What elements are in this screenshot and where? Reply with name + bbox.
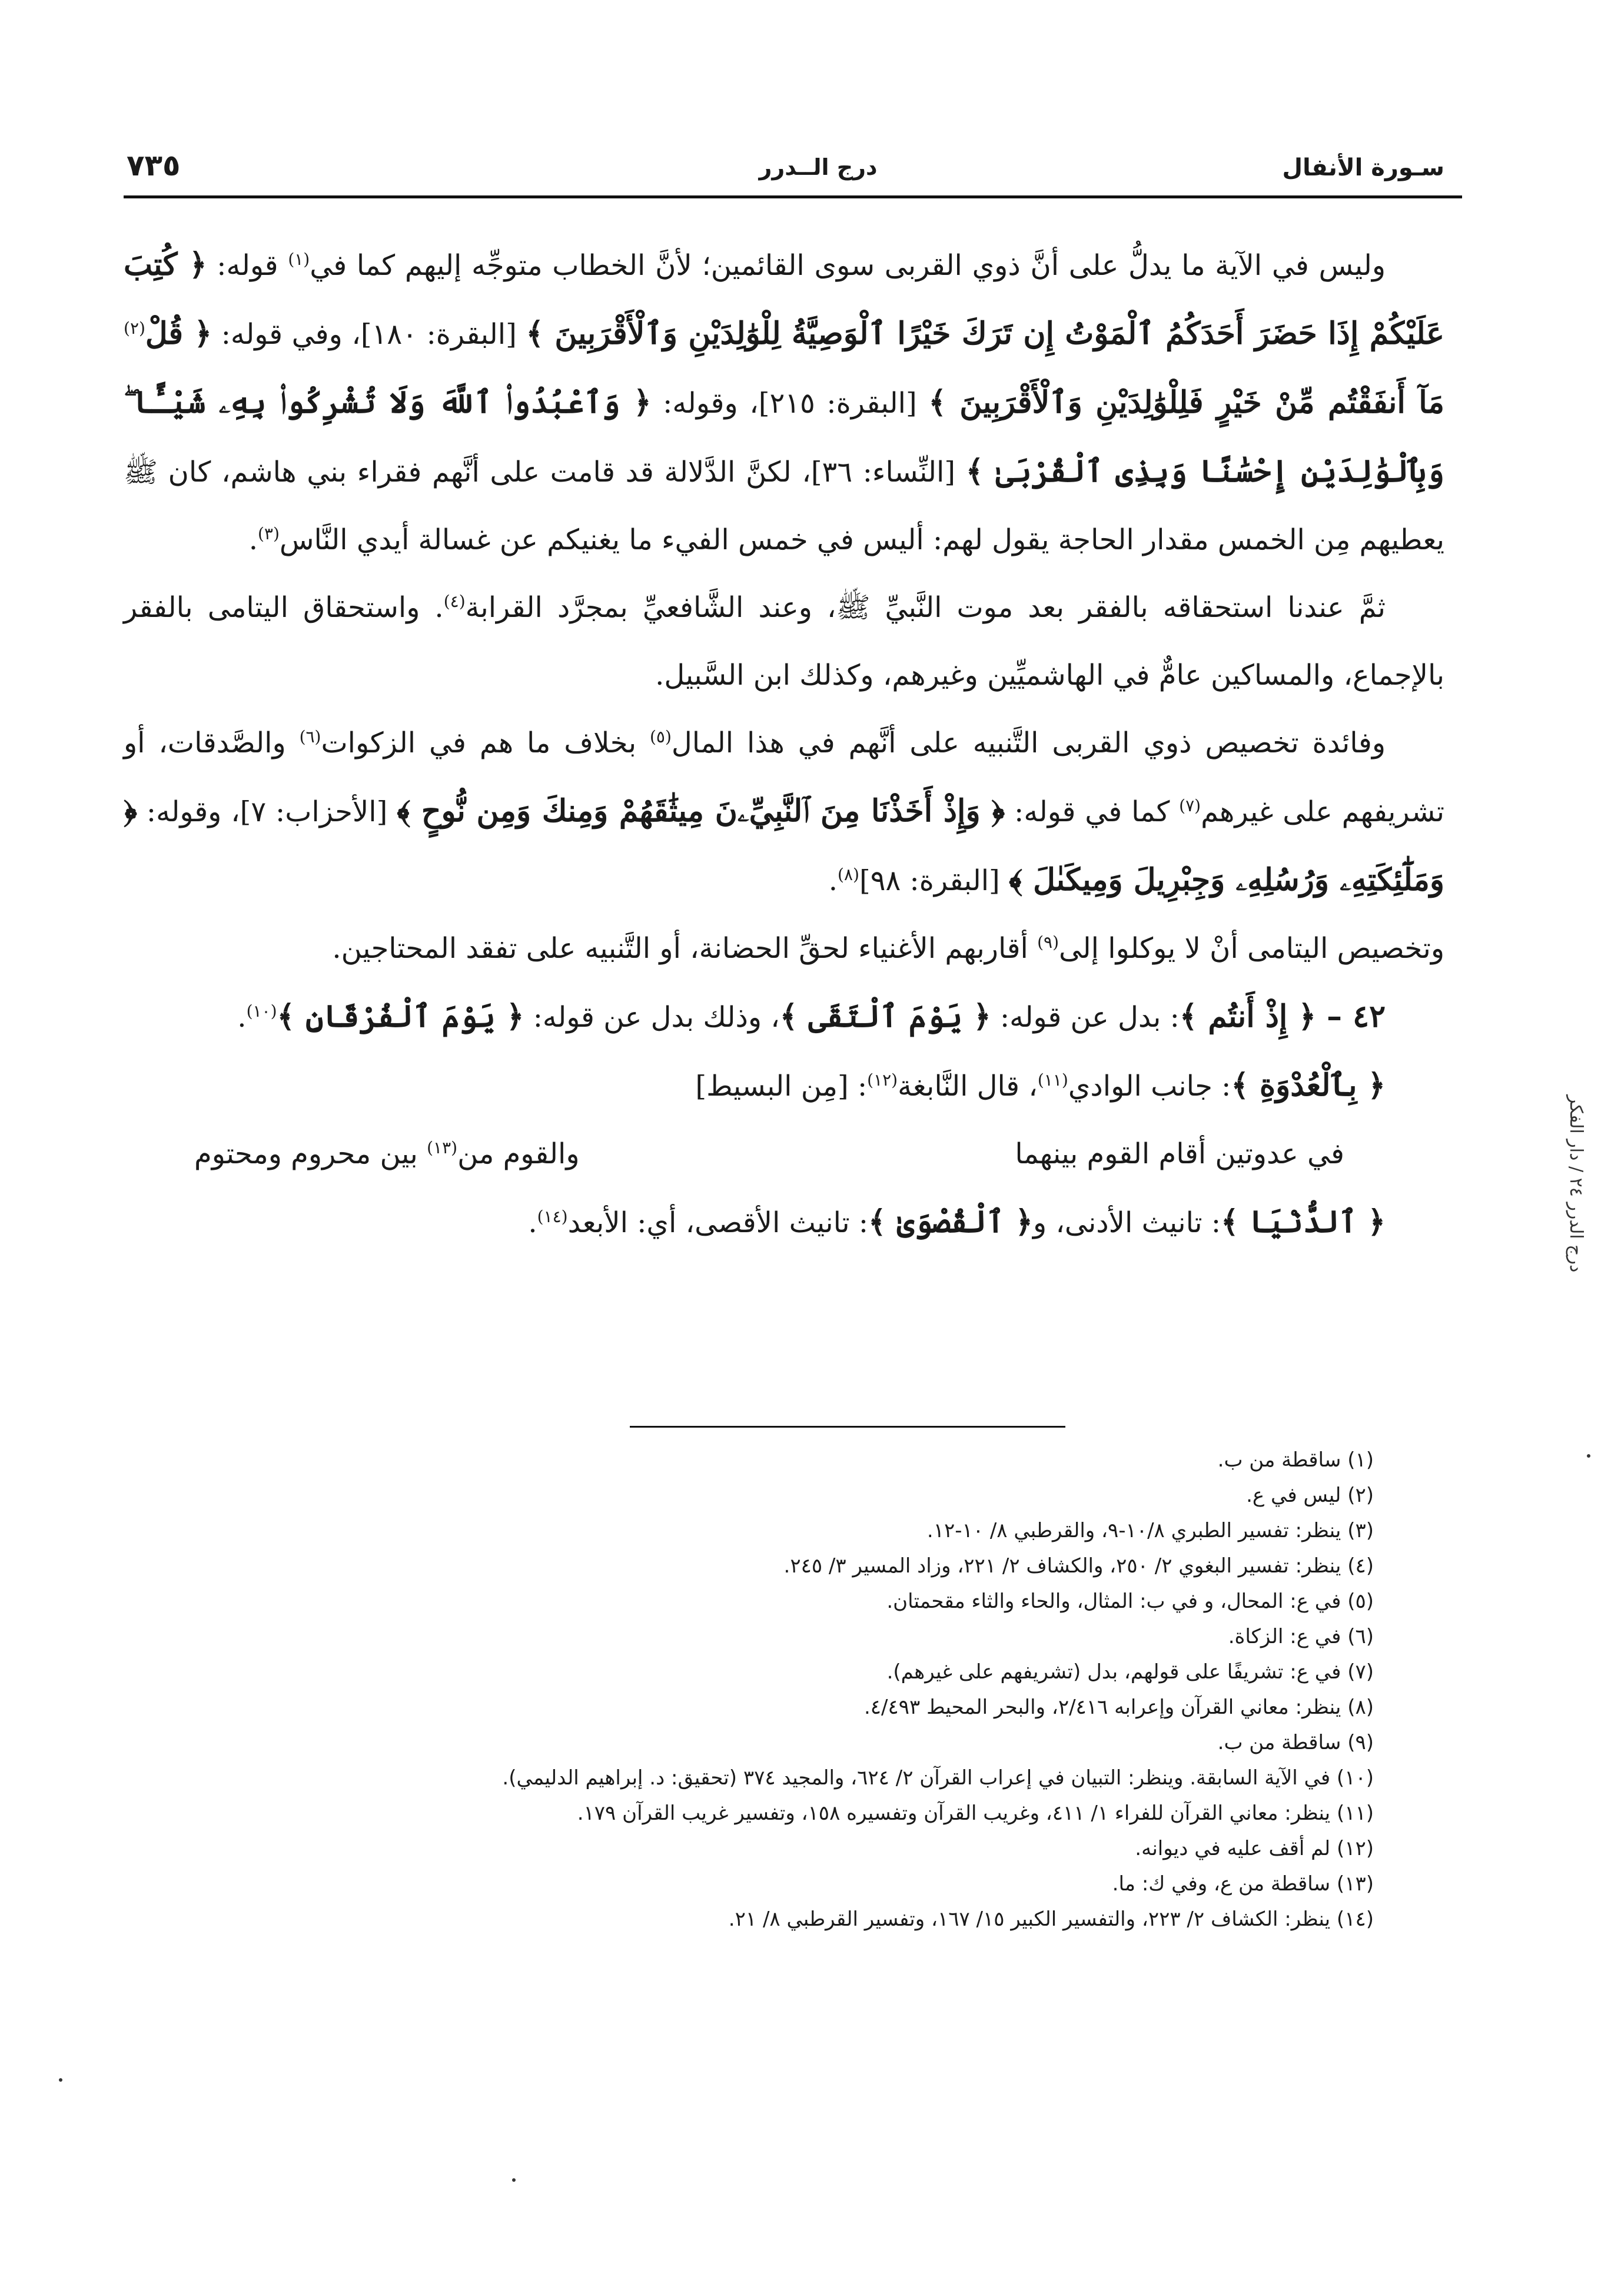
- footnote: (١١) ينظر: معاني القرآن للفراء ١/ ٤١١، وغريب القرآن وتفسيره ١٥٨، وتفسير غريب القرآن ١٧٩.: [577, 1801, 1374, 1825]
- scan-speck: [512, 2178, 516, 2182]
- text: .: [828, 864, 838, 897]
- text: : بدل عن قوله:: [991, 1001, 1180, 1034]
- scan-speck: [1587, 1454, 1590, 1458]
- footnote: (٧) في ع: تشريفًا على قولهم، بدل (تشريفهم على غيرهم).: [886, 1660, 1374, 1684]
- quran-verse: ﴿ كُتِبَ عَلَيْكُمْ إِذَا حَضَرَ أَحَدَكُمُ ٱلْمَوْتُ إِن تَرَكَ خَيْرًا ٱلْوَصِيَّةُ لِلْوَٰلِدَيْنِ وَٱلْأَقْرَبِينَ ﴾: [124, 247, 1444, 351]
- header-rule: [124, 195, 1462, 198]
- text: . واستحقاق اليتامى بالفقر بالإجماع، والمساكين عامٌّ في الهاشميِّين وغيرهم، وكذلك ابن السَّبيل.: [124, 591, 1444, 692]
- text: .: [248, 523, 258, 556]
- text: [البقرة: ٩٨]: [859, 864, 1009, 897]
- paragraph-7: [124, 1188, 1444, 1257]
- footnote-ref: (٦): [299, 727, 321, 746]
- text: : جانب الوادي: [1068, 1070, 1231, 1103]
- footnote-ref: (٩): [1037, 933, 1059, 952]
- running-header-book-title: درج الــدرر: [759, 154, 878, 180]
- paragraph-2: [124, 574, 1444, 709]
- paragraph-5: [124, 983, 1444, 1051]
- footnote-ref: (٥): [649, 727, 672, 746]
- text: : تانيث الأقصى، أي: الأبعد: [567, 1206, 869, 1239]
- verse-number: ٤٢ –: [1316, 998, 1386, 1034]
- footnote: (٨) ينظر: معاني القرآن وإعرابه ٢/٤١٦، والبحر المحيط ٤/٤٩٣.: [863, 1696, 1374, 1719]
- paragraph-4: [124, 915, 1444, 983]
- footnote: (٢) ليس في ع.: [1246, 1484, 1374, 1507]
- footnote-ref: (١): [288, 250, 310, 269]
- text: .: [237, 1001, 247, 1034]
- text: ثمَّ عندنا استحقاقه بالفقر بعد موت النَّبيِّ ﷺ، وعند الشَّافعيِّ بمجرَّد القرابة: [465, 591, 1386, 624]
- quran-verse: ﴿ وَإِذْ أَخَذْنَا مِنَ ٱلنَّبِيِّۦنَ مِيثَٰقَهُمْ وَمِنكَ وَمِن نُّوحٍ ﴾: [397, 793, 1005, 829]
- running-header-surah: سـورة الأنفال: [1282, 154, 1444, 181]
- quran-verse: ﴿ قُلْ: [145, 316, 212, 351]
- text: أقاربهم الأغنياء لحقِّ الحضانة، أو التَّنبيه على تفقد المحتاجين.: [332, 932, 1038, 965]
- page-number: ٧٣٥: [127, 148, 181, 183]
- quran-verse: ﴿ يَوْمَ ٱلْفُرْقَانِ ﴾: [277, 998, 524, 1034]
- text: : [مِن البسيط]: [695, 1070, 868, 1103]
- footnotes: [135, 1442, 1374, 1937]
- footnote-ref: (١٣): [427, 1138, 458, 1157]
- quran-verse: ﴿ ٱلدُّنْيَا ﴾: [1221, 1204, 1386, 1240]
- scan-speck: [59, 2078, 62, 2082]
- main-text: [124, 231, 1444, 1257]
- text: ، وذلك بدل عن قوله:: [524, 1001, 780, 1034]
- text: [النِّساء: ٣٦]، لكنَّ الدَّلالة قد قامت على أنَّهم فقراء بني هاشم، كان ﷺ يعطيهم مِن الخمس مقدار الحاجة يقول لهم: أليس في خمس الفيء ما يغنيكم عن غسالة أيدي النَّاس: [124, 456, 1444, 556]
- footnote-ref: (٧): [1179, 796, 1201, 815]
- text: [البقرة: ٢١٥]، وقوله:: [651, 387, 929, 420]
- text: قوله:: [207, 249, 288, 282]
- footnote: (٥) في ع: المحال، و في ب: المثال، والحاء والثاء مقحمتان.: [886, 1590, 1374, 1613]
- text: والقوم من: [457, 1137, 580, 1170]
- footnote: (٦) في ع: الزكاة.: [1228, 1625, 1374, 1648]
- footnote-ref: (٤): [443, 592, 466, 611]
- footnote-ref: (٢): [124, 318, 145, 338]
- quran-verse: ﴿ ٱلْقُصْوَىٰ ﴾: [868, 1204, 1033, 1240]
- text: والصَّدقات، أو تشريفهم على غيرهم: [124, 726, 1445, 828]
- poem-first-hemistich: في عدوتين أقام القوم بينهما: [1015, 1137, 1344, 1170]
- text: بين محروم ومحتوم: [194, 1137, 427, 1170]
- quran-verse: ﴿ إِذْ أَنتُم ﴾: [1179, 998, 1316, 1034]
- quran-verse: ﴿ يَوْمَ ٱلْتَقَى ﴾: [779, 998, 991, 1034]
- margin-note: درج الدرر ٢٤ / دار الفكر: [1566, 1095, 1586, 1273]
- footnote-ref: (١٢): [867, 1070, 898, 1090]
- text: كما في قوله:: [1005, 795, 1180, 828]
- quran-verse: ﴿ وَمَلَٰٓئِكَتِهِۦ وَرُسُلِهِۦ وَجِبْرِيلَ وَمِيكَىٰلَ ﴾: [124, 793, 1444, 898]
- text: ، قال النَّابغة: [898, 1070, 1038, 1103]
- footnote-ref: (١٤): [537, 1207, 568, 1226]
- footnote-ref: (٨): [838, 865, 859, 884]
- text: [الأحزاب: ٧]، وقوله:: [137, 795, 397, 828]
- text: بخلاف ما هم في الزكوات: [321, 726, 650, 759]
- paragraph-1: [124, 231, 1444, 574]
- text: .: [528, 1206, 537, 1239]
- footnote: (١٢) لم أقف عليه في ديوانه.: [1135, 1837, 1374, 1860]
- footnote-ref: (٣): [257, 524, 280, 543]
- text: وتخصيص اليتامى أنْ لا يوكلوا إلى: [1059, 932, 1444, 965]
- footnote: (٣) ينظر: تفسير الطبري ١٠/٨-٩، والقرطبي ٨/ ١٠-١٢.: [926, 1519, 1374, 1542]
- text: [البقرة: ١٨٠]، وفي قوله:: [212, 318, 526, 351]
- quran-verse: ﴿ وَٱعْبُدُوا۟ ٱللَّهَ وَلَا تُشْرِكُوا۟ بِهِۦ شَيْـًٔا ۖ وَبِٱلْوَٰلِدَيْنِ إِحْسَٰنًا وَبِذِى ٱلْقُرْبَىٰ ﴾: [124, 384, 1444, 489]
- poem-second-hemistich: [194, 1120, 580, 1188]
- quran-verse: ﴿ بِٱلْعُدْوَةِ ﴾: [1231, 1067, 1386, 1103]
- footnote: (٤) ينظر: تفسير البغوي ٢/ ٢٥٠، والكشاف ٢/ ٢٢١، وزاد المسير ٣/ ٢٤٥.: [783, 1554, 1374, 1578]
- footnote: (٩) ساقطة من ب.: [1217, 1731, 1374, 1754]
- footnote: (١٣) ساقطة من ع، وفي ك: ما.: [1112, 1872, 1374, 1896]
- footnote: (١٠) في الآية السابقة. وينظر: التبيان في إعراب القرآن ٢/ ٦٢٤، والمجيد ٣٧٤ (تحقيق: د. إبراهيم الدليمي).: [502, 1766, 1374, 1790]
- paragraph-6: [124, 1051, 1444, 1120]
- footnote: (١) ساقطة من ب.: [1217, 1448, 1374, 1472]
- footnote-ref: (١١): [1037, 1070, 1068, 1090]
- footnote-ref: (١٠): [246, 1001, 277, 1021]
- quran-verse: مَآ أَنفَقْتُم مِّنْ خَيْرٍ فَلِلْوَٰلِدَيْنِ وَٱلْأَقْرَبِينَ ﴾: [928, 384, 1444, 420]
- text: وليس في الآية ما يدلُّ على أنَّ ذوي القربى سوى القائمين؛ لأنَّ الخطاب متوجِّه إليهم كما في: [310, 249, 1386, 282]
- text: وفائدة تخصيص ذوي القربى التَّنبيه على أنَّهم في هذا المال: [671, 726, 1386, 759]
- footnote-separator: [630, 1426, 1065, 1428]
- paragraph-3: [124, 709, 1444, 915]
- text: : تانيث الأدنى، و: [1033, 1206, 1221, 1239]
- footnote: (١٤) ينظر: الكشاف ٢/ ٢٢٣، والتفسير الكبير ١٥/ ١٦٧، وتفسير القرطبي ٨/ ٢١.: [728, 1907, 1374, 1931]
- poem-verse: [124, 1120, 1444, 1188]
